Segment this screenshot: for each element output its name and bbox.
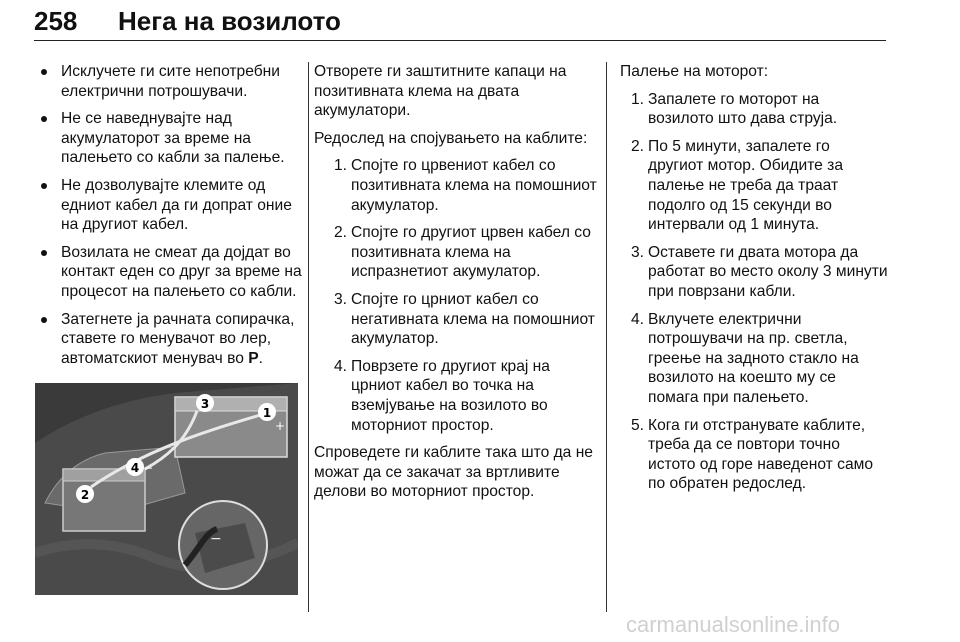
step-number: 4.	[333, 357, 347, 375]
step-text: Вклучете електрични потрошувачи на пр. светла, греење на задното стакло на возилото на коешто му се помага при палењето.	[648, 310, 859, 406]
step-text: По 5 минути, запалете го другиот мотор. Обидите за палење не треба да траат подолго од 15 секунди во интервали од 1 минута.	[648, 137, 843, 234]
step-number: 3.	[630, 243, 644, 261]
callout-label-2: 2	[80, 488, 90, 502]
list-item: Не дозволувајте клемите од едниот кабел да ги допрат оние на другиот кабел.	[34, 176, 302, 235]
step-text: Поврзете го другиот крај на црниот кабел во точка на вземјување на возилото во моторниот простор.	[351, 357, 550, 434]
plus-sign: +	[275, 419, 286, 433]
column-middle	[314, 62, 598, 510]
step-number: 5.	[630, 416, 644, 434]
step-text: Запалете го моторот на возилото што дава струја.	[648, 90, 838, 128]
closing-paragraph: Спроведете ги каблите така што да не можат да се закачат за вртливите делови во моторниот простор.	[314, 444, 593, 501]
list-item: Исклучете ги сите непотребни електрични потрошувачи.	[34, 62, 302, 101]
start-heading: Палење на моторот:	[620, 63, 769, 80]
connection-steps	[314, 156, 598, 435]
start-steps	[620, 90, 888, 494]
list-item	[34, 310, 302, 369]
column-right	[620, 62, 888, 502]
step-text: Спојте го црниот кабел со негативната клема на помошниот акумулатор.	[351, 290, 595, 348]
watermark: carmanualsonline.info	[626, 612, 841, 637]
list-item	[333, 223, 598, 282]
list-item	[630, 416, 888, 494]
list-item	[630, 137, 888, 235]
list-item	[630, 243, 888, 302]
column-divider-2	[606, 62, 607, 612]
period: .	[258, 349, 263, 367]
list-item: Не се наведнувајте над акумулаторот за време на палењето со кабли за палење.	[34, 109, 302, 168]
list-item	[630, 310, 888, 408]
step-number: 4.	[630, 310, 644, 328]
callout-label-4: 4	[130, 461, 140, 475]
list-item	[630, 90, 888, 129]
step-number: 3.	[333, 290, 347, 308]
list-item	[333, 357, 598, 435]
page-number: 258	[34, 6, 78, 36]
jump-start-illustration	[35, 383, 298, 595]
precaution-list	[34, 62, 302, 368]
step-text: Спојте го другиот црвен кабел со позитивната клема на испразнетиот акумулатор.	[351, 224, 591, 281]
step-number: 2.	[630, 137, 644, 155]
page-header	[34, 2, 886, 41]
step-text: Кога ги отстранувате каблите, треба да се повтори точно истото од горе наведенот само по обратен редослед.	[648, 416, 874, 493]
column-left	[34, 62, 302, 376]
step-number: 2.	[333, 224, 347, 242]
list-item: Возилата не смеат да дојдат во контакт еден со друг за време на процесот на палењето со кабли.	[34, 243, 302, 302]
step-number: 1.	[333, 157, 347, 175]
minus-sign: −	[143, 461, 154, 475]
engine-bay-drawing	[35, 383, 298, 595]
intro-paragraph: Отворете ги заштитните капаци на позитивната клема на двата акумулатори.	[314, 63, 567, 120]
list-item-text-tail: автоматскиот менувач во	[61, 349, 244, 367]
gear-symbol: P	[248, 349, 259, 367]
column-divider-1	[308, 62, 309, 612]
callout-label-1: 1	[262, 406, 272, 420]
callout-label-3: 3	[200, 397, 210, 411]
list-item	[333, 156, 598, 215]
order-heading: Редослед на спојувањето на каблите:	[314, 129, 588, 147]
step-number: 1.	[630, 90, 644, 108]
step-text: Спојте го црвениот кабел со позитивната клема на помошниот акумулатор.	[351, 157, 597, 214]
list-item	[333, 290, 598, 349]
minus-sign-inset: −	[210, 531, 222, 547]
step-text: Оставете ги двата мотора да работат во место околу 3 минути при поврзани кабли.	[648, 243, 888, 300]
list-item-text: Затегнете ја рачната сопирачка, ставете го менувачот во лер,	[61, 310, 295, 348]
page-title: Нега на возилото	[118, 6, 341, 36]
